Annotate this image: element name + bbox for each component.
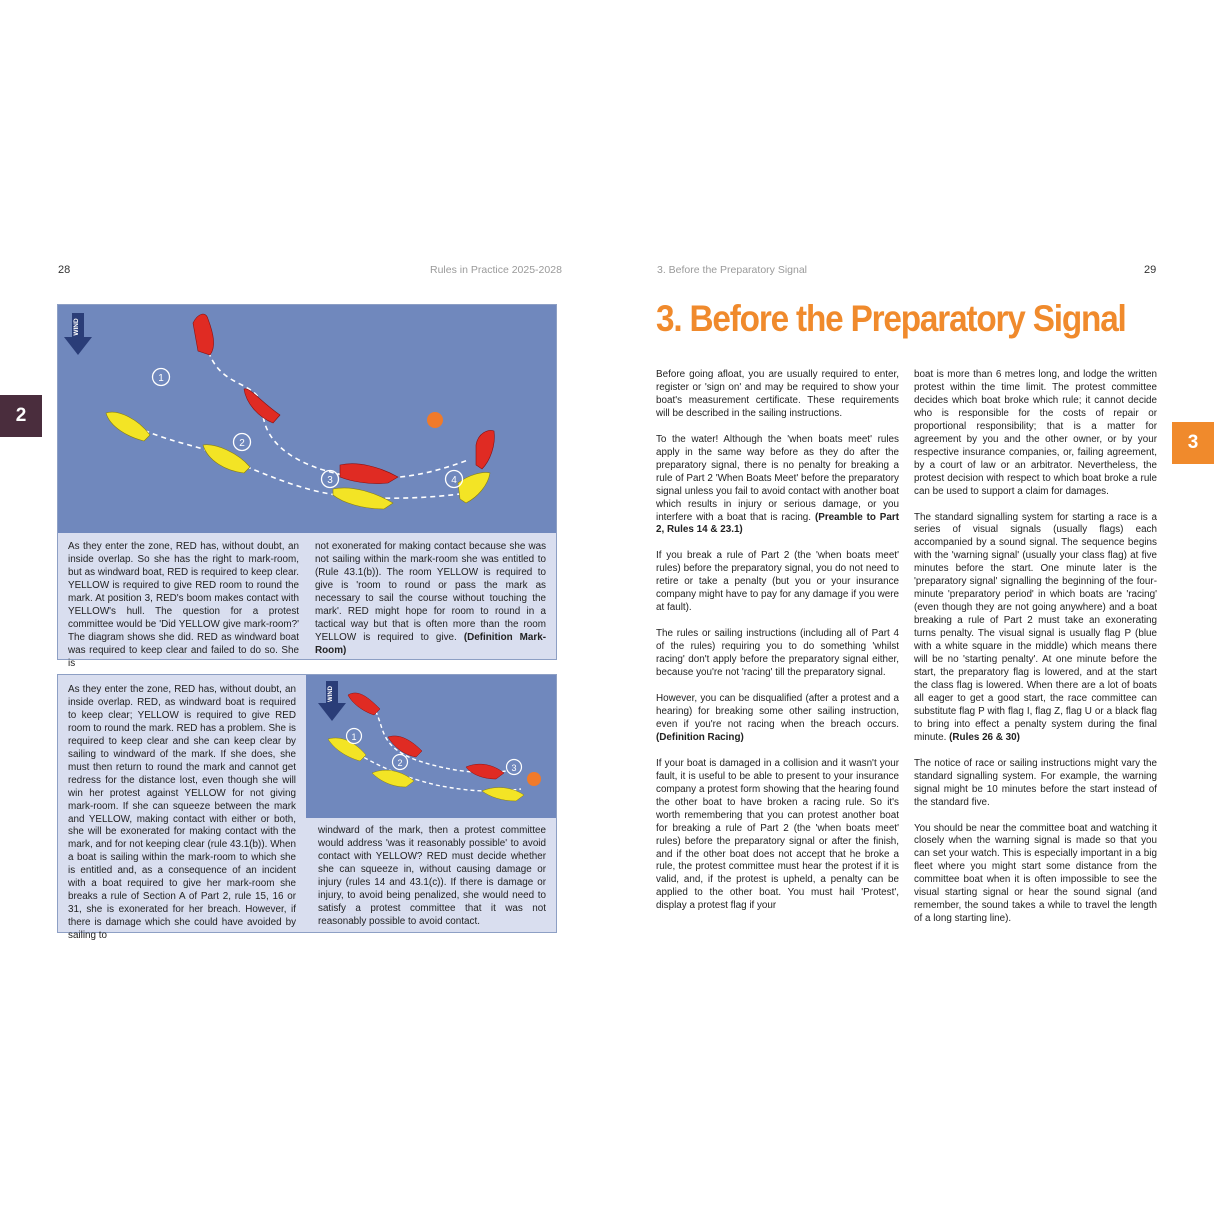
diagram-1 <box>58 305 556 533</box>
left-running-head: Rules in Practice 2025-2028 <box>430 264 562 276</box>
yellow-boat-1 <box>106 412 150 441</box>
diagram-1-caption-col2: not exonerated for making contact because she was not sailing within the mark-room she was entitled to (Rule 43.1(b)). The room YELLOW is required to give is 'room to round or pass the mark as necessary to sail the course without touching the mark'. RED might hope for room to round in a tactical way but that is often more than the room YELLOW is required to give. (Definition Mark-Room) <box>315 541 547 656</box>
svg-text:WIND: WIND <box>328 686 334 702</box>
paragraph: The notice of race or sailing instructions might vary the standard signalling system. For example, the warning signal might be 10 minutes before the start instead of the standard five. <box>914 757 1157 808</box>
right-running-head: 3. Before the Preparatory Signal <box>657 264 808 276</box>
chapter-title: 3. Before the Preparatory Signal <box>656 298 1126 339</box>
marker-3-label: 3 <box>511 763 517 773</box>
red-boat-3 <box>340 464 398 484</box>
red-boat-3 <box>466 764 504 779</box>
right-page-number: 29 <box>1144 264 1157 276</box>
diagram-2-graphic <box>306 675 556 818</box>
body-column-2 <box>914 369 1157 939</box>
yellow-boat-3 <box>482 788 524 801</box>
paragraph: The standard signalling system for starting a race is a series of visual signals (usually flags) each accompanied by a sound signal. The sequence begins with the 'warning signal' (usually your class flag) at five minutes before the start. One minute later is the 'preparatory signal' signalling the beginning of the four-minute 'preparatory period' in which boats are 'racing' (even though they are not going anywhere) and a boat breaking a rule of Part 2 must take an exonerating turns penalty. The visual signal is usually flag P (blue with a white square in the middle) which means there will be no 'starting penalty'. At one minute before the start, the preparatory flag is lowered, and at the start the class flag is lowered. When there are a lot of boats all eager to get a good start, the race committee can substitute flag P with flag I, flag Z, flag U or a black flag to bring into effect a penalty system during the final minute. (Rules 26 & 30) <box>914 511 1157 743</box>
marker-3-label: 3 <box>327 475 333 486</box>
mark-buoy <box>527 772 541 786</box>
chapter-tab-left: 2 <box>0 395 42 437</box>
wind-arrow-icon <box>64 313 92 355</box>
body-column-1 <box>656 369 899 926</box>
yellow-track <box>136 427 478 498</box>
paragraph: If you break a rule of Part 2 (the 'when boats meet' rules) before the preparatory signal, you do not need to retire or take a penalty (but you or your insurance company might have to pay for any damage if you were at fault). <box>656 550 899 614</box>
diagram-1-caption-col1: As they enter the zone, RED has, without doubt, an inside overlap. So she has the right to mark-room, but as windward boat, RED is required to keep clear. YELLOW is required to give RED room to round the mark. At position 3, RED's boom makes contact with YELLOW's hull. The question for a protest committee would be 'Did YELLOW give mark-room?' The diagram shows she did. RED as windward boat was required to keep clear and failed to do so. She is <box>68 541 299 669</box>
diagram-2-caption-col1: As they enter the zone, RED has, without doubt, an inside overlap. RED, as windward boat is required to keep clear; YELLOW is required to give RED room to round the mark. RED has a problem. She is required to keep clear and she can keep clear by sailing to windward of the mark. If she does, she must then return to round the mark and cannot get redress for the distance lost, even though she will win her protest against YELLOW for not giving mark-room. If she can squeeze between the mark and YELLOW, making contact with either or both, she will be exonerated for making contact with the mark, and for not keeping clear (rule 43.1(b)). When a boat is sailing within the mark-room to which she is entitled and, as a consequence of an incident with a boat required to give her mark-room she breaks a rule of Section A of Part 2, rule 15, 16 or 31, she is exonerated for her breach. However, if there is damage which she could have avoided by sailing to <box>68 684 296 942</box>
red-boat-1 <box>348 693 380 715</box>
paragraph: Before going afloat, you are usually required to enter, register or 'sign on' and may be required to show your boat's measurement certificate. These requirements will be described in the sailing instructions. <box>656 369 899 419</box>
yellow-boat-1 <box>328 738 366 761</box>
diagram-box-2 <box>57 674 557 942</box>
marker-1-label: 1 <box>158 373 164 384</box>
paragraph: The rules or sailing instructions (including all of Part 4 of the rules) requiring you to do something 'whilst racing' don't apply before the preparatory signal either, because you're not 'racing' till the preparatory signal. <box>656 628 899 679</box>
marker-2-label: 2 <box>239 438 245 449</box>
diagram-2 <box>306 675 556 818</box>
diagram-1-graphic <box>58 305 556 533</box>
left-page-number: 28 <box>58 264 71 276</box>
yellow-boat-2 <box>372 770 414 787</box>
svg-text:WIND: WIND <box>73 318 80 336</box>
red-boat-4 <box>476 431 494 469</box>
diagram-box-1 <box>57 304 557 669</box>
paragraph: To the water! Although the 'when boats meet' rules apply in the same way before as they do after the preparatory signal, there is no penalty for breaking a rule of Part 2 'When Boats Meet' before the preparatory signal unless you fail to avoid contact with another boat which results in injury or serious damage, or you interfere with a boat that is racing. (Preamble to Part 2, Rules 14 & 23.1) <box>656 433 899 536</box>
red-boat-2 <box>388 736 422 757</box>
marker-4-label: 4 <box>451 475 457 486</box>
diagram-2-caption-col2: windward of the mark, then a protest committee would address 'was it reasonably possible' to avoid contact with YELLOW? RED must decide whether she can squeeze in, without causing damage or injury (rules 14 and 43.1(c)). If there is damage or injury, to avoid being penalized, she would need to satisfy a protest committee that it was not reasonably possible to avoid contact. <box>318 825 546 927</box>
mark-buoy <box>427 412 443 428</box>
red-boat-2 <box>244 389 280 423</box>
paragraph: You should be near the committee boat and watching it closely when the warning signal is made so that you can set your watch. This is especially important in a big fleet where you might start some distance from the committee boat when it is often impossible to see the visual starting signal or hear the sound signal (and remember, the sound takes a while to travel the length of a long starting line). <box>914 822 1157 925</box>
marker-2-label: 2 <box>397 758 403 768</box>
red-track <box>206 343 468 478</box>
wind-arrow-icon <box>318 681 346 721</box>
paragraph: If your boat is damaged in a collision and it wasn't your fault, it is useful to be able to present to your insurance company a protest form showing that the hearing found the other boat to have broken a racing rule. So it's worth remembering that you can protest another boat for breaking a rule of Part 2 (the 'when boats meet' rules) before the preparatory signal or after the finish, and if the other boat does not accept that he broke a rule, the protest committee must hear the protest if it is valid, and, if the protest is upheld, a penalty can be applied to the other boat. You must hail 'Protest', display a protest flag if your <box>656 757 899 912</box>
yellow-boat-3 <box>333 488 393 509</box>
marker-1-label: 1 <box>351 732 357 742</box>
red-boat-1 <box>193 314 214 355</box>
chapter-tab-right: 3 <box>1172 422 1214 464</box>
paragraph: boat is more than 6 metres long, and lodge the written protest within the time limit. The protest committee decides which boat broke which rule; it cannot decide who is responsible for the costs of repair or proportional responsibility; that is a matter for agreement by you and the other owner, or by your respective insurance companies, or, failing agreement, by a court of law or an arbitrator. Nevertheless, the protest decision with respect to which boat broke a rule can be used to support a claim for damages. <box>914 369 1157 497</box>
paragraph: However, you can be disqualified (after a protest and a hearing) for breaking some other sailing instruction, even if you're not racing when the breach occurs. (Definition Racing) <box>656 693 899 743</box>
